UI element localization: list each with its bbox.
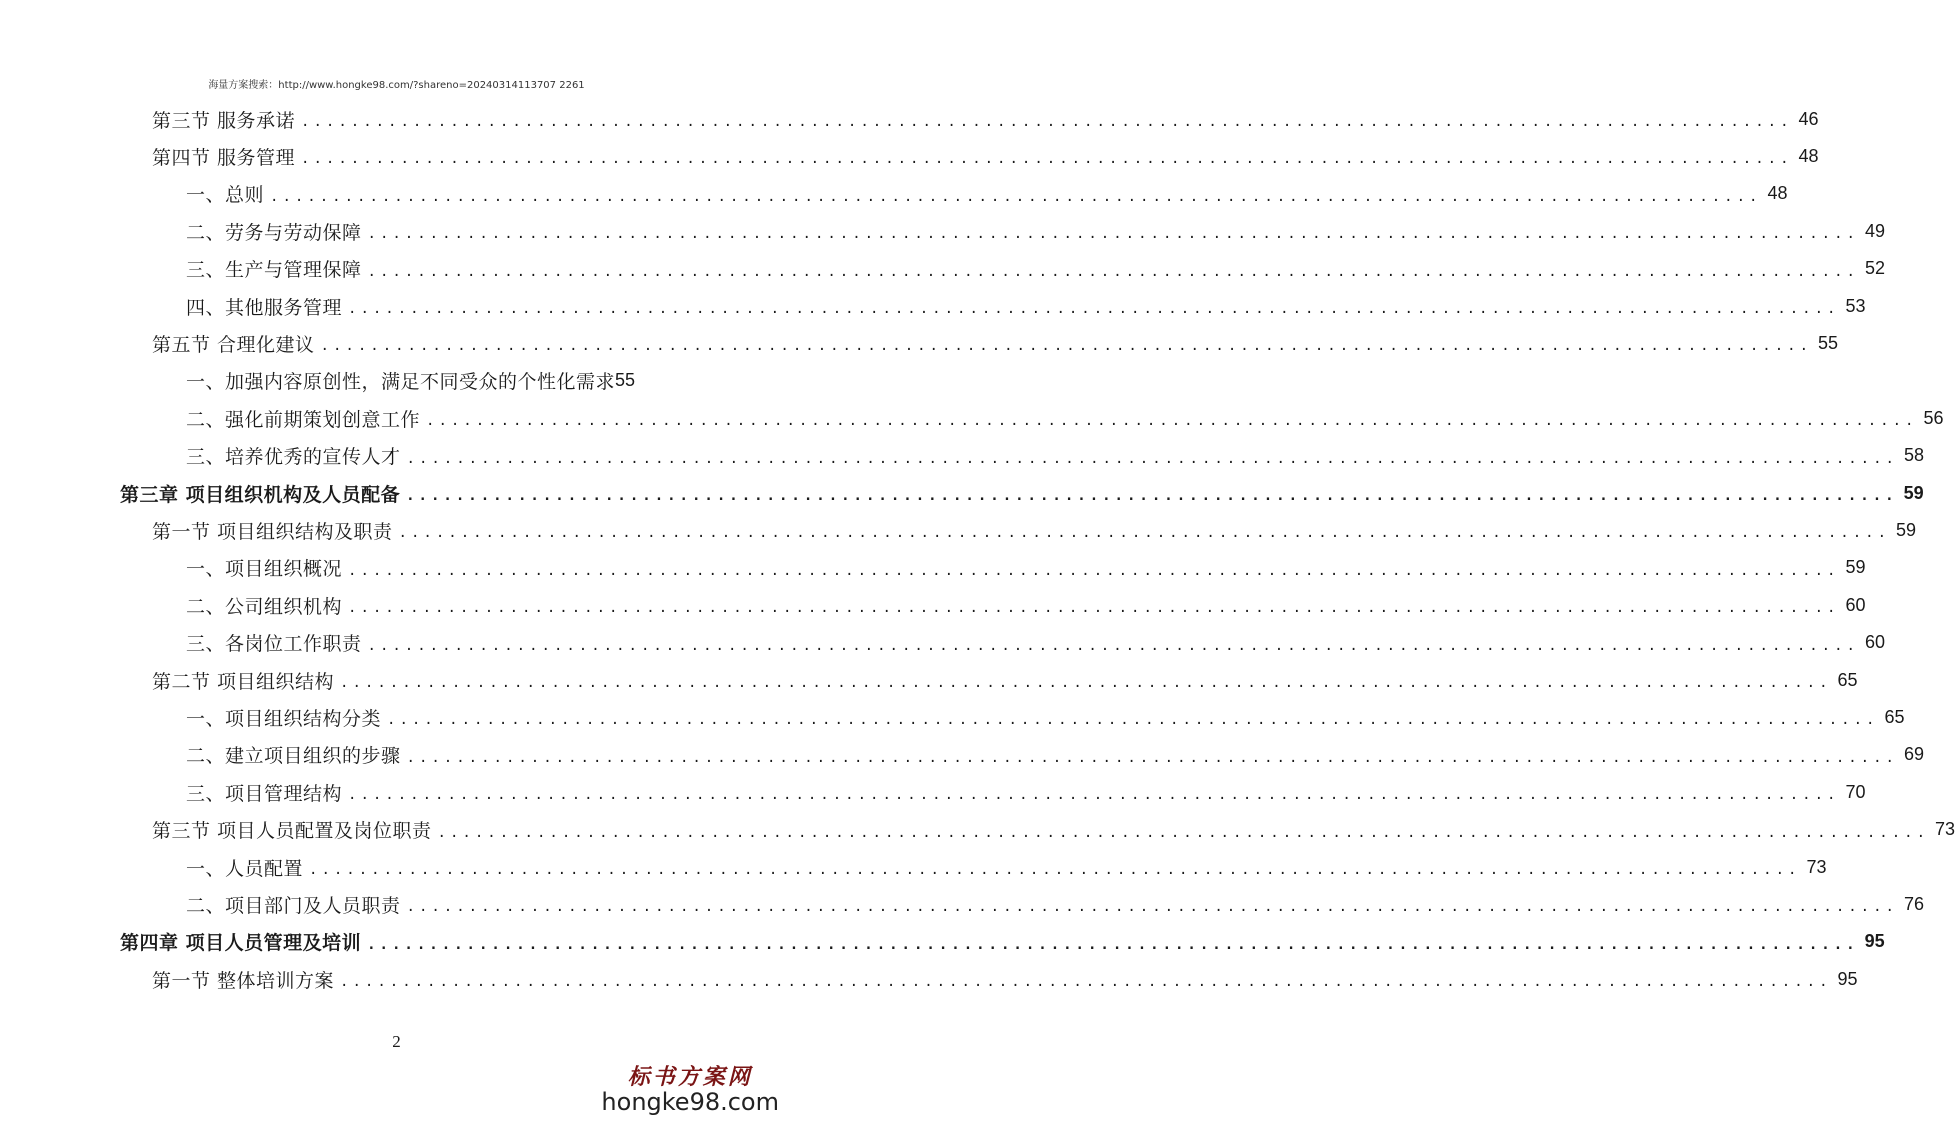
toc-dot-leader: ........................................................................................................................	[367, 226, 1859, 243]
toc-dot-leader: ........................................................................................................................	[406, 488, 1898, 504]
toc-entry-section[interactable]	[152, 101, 1819, 137]
toc-dot-leader: ........................................................................................................................	[367, 263, 1859, 280]
toc-dot-leader: ........................................................................................................................	[340, 974, 1832, 991]
toc-entry-item[interactable]	[186, 737, 1924, 773]
toc-entry-page-number: 49	[1864, 220, 1885, 241]
toc-entry-page-number: 59	[1903, 482, 1924, 503]
toc-entry-page-number: 70	[1845, 781, 1866, 802]
toc-dot-leader: ........................................................................................................................	[426, 413, 1918, 430]
toc-dot-leader: ........................................................................................................................	[406, 899, 1898, 916]
toc-entry-title: 三、生产与管理保障	[186, 259, 362, 282]
toc-entry-chapter[interactable]	[120, 475, 1924, 511]
toc-entry-title: 第二节 项目组织结构	[152, 670, 335, 693]
toc-entry-page-number: 55	[1818, 332, 1839, 353]
toc-entry-title: 第五节 合理化建议	[152, 333, 315, 356]
toc-entry-title: 一、加强内容原创性，满足不同受众的个性化需求	[186, 371, 616, 394]
toc-dot-leader: ........................................................................................................................	[367, 936, 1859, 953]
page-number: 2	[392, 1032, 401, 1051]
toc-dot-leader: ........................................................................................................................	[301, 151, 1793, 168]
toc-entry-page-number: 73	[1935, 819, 1955, 840]
toc-entry-item[interactable]	[186, 774, 1866, 810]
toc-entry-title: 三、培养优秀的宣传人才	[186, 446, 401, 469]
toc-entry-page-number: 52	[1864, 258, 1885, 279]
toc-entry-item[interactable]	[186, 438, 1924, 474]
toc-entry-item[interactable]	[186, 886, 1924, 922]
toc-dot-leader: ........................................................................................................................	[398, 525, 1890, 542]
toc-entry-title: 一、总则	[186, 184, 265, 207]
toc-entry-item[interactable]	[186, 849, 1827, 885]
toc-entry-section[interactable]	[152, 961, 1858, 997]
toc-entry-title: 三、项目管理结构	[186, 782, 343, 805]
watermark-logo	[601, 1066, 779, 1114]
toc-entry-title: 一、项目组织结构分类	[186, 707, 382, 730]
toc-entry-page-number: 73	[1806, 856, 1827, 877]
toc-entry-page-number: 69	[1903, 744, 1924, 765]
toc-entry-title: 二、项目部门及人员职责	[186, 894, 401, 917]
toc-entry-title: 一、人员配置	[186, 857, 304, 880]
toc-entry-page-number: 46	[1798, 108, 1819, 129]
toc-entry-title: 一、项目组织概况	[186, 558, 343, 581]
toc-entry-item[interactable]	[186, 288, 1866, 324]
toc-entry-section[interactable]	[152, 662, 1858, 698]
toc-entry-title: 三、各岗位工作职责	[186, 633, 362, 656]
toc-entry-item[interactable]	[186, 550, 1866, 586]
toc-entry-title: 第一节 项目组织结构及职责	[152, 520, 393, 543]
toc-entry-section[interactable]	[152, 512, 1917, 548]
toc-entry-page-number: 48	[1798, 145, 1819, 166]
toc-entry-item[interactable]	[186, 251, 1885, 287]
toc-entry-chapter[interactable]	[120, 924, 1885, 960]
toc-entry-item[interactable]	[186, 176, 1788, 212]
toc-dot-leader: ........................................................................................................................	[301, 114, 1793, 130]
toc-entry-title: 二、劳务与劳动保障	[186, 221, 362, 244]
toc-dot-leader: ........................................................................................................................	[270, 188, 1762, 205]
watermark-cn-text: 标书方案网	[627, 1064, 753, 1090]
toc-dot-leader: ........................................................................................................................	[348, 562, 1840, 579]
toc-dot-leader: ........................................................................................................................	[406, 450, 1898, 467]
toc-entry-section[interactable]	[152, 325, 1839, 361]
toc-entry-page-number: 59	[1896, 519, 1917, 540]
toc-entry-title: 第三节 项目人员配置及岗位职责	[152, 820, 432, 843]
toc-entry-page-number: 59	[1845, 557, 1866, 578]
toc-entry-page-number: 56	[1923, 407, 1944, 428]
toc-dot-leader: ........................................................................................................................	[406, 749, 1898, 766]
toc-entry-title: 二、强化前期策划创意工作	[186, 408, 421, 431]
page-header: 海量方案搜索：http://www.hongke98.com/?shareno=20240314113707 2261	[208, 80, 585, 91]
toc-entry-item[interactable]	[186, 400, 1944, 436]
toc-entry-page-number: 65	[1837, 669, 1858, 690]
toc-dot-leader: ........................................................................................................................	[348, 301, 1840, 317]
toc-entry-page-number: 48	[1767, 183, 1788, 204]
toc-entry-page-number: 95	[1864, 931, 1885, 952]
toc-entry-page-number: 95	[1837, 968, 1858, 989]
toc-dot-leader: ........................................................................................................................	[348, 600, 1840, 617]
toc-entry-item[interactable]	[186, 363, 673, 399]
toc-entry-title: 第四章 项目人员管理及培训	[120, 932, 362, 955]
toc-entry-page-number: 53	[1845, 295, 1866, 316]
toc-entry-title: 二、建立项目组织的步骤	[186, 745, 401, 768]
watermark-en-text: hongke98.com	[601, 1088, 779, 1116]
toc-entry-page-number: 58	[1903, 445, 1924, 466]
toc-entry-title: 第三章 项目组织机构及人员配备	[120, 483, 401, 506]
toc-entry-title: 第三节 服务承诺	[152, 109, 296, 132]
toc-entry-title: 第一节 整体培训方案	[152, 969, 335, 992]
toc-entry-title: 第四节 服务管理	[152, 146, 296, 169]
toc-entry-title: 四、其他服务管理	[186, 296, 343, 319]
toc-entry-section[interactable]	[152, 812, 1955, 848]
toc-dot-leader: ........................................................................................................................	[309, 862, 1801, 878]
toc-entry-item[interactable]	[186, 587, 1866, 623]
toc-entry-title: 二、公司组织机构	[186, 595, 343, 618]
toc-dot-leader: ........................................................................................................................	[437, 824, 1929, 841]
toc-entry-item[interactable]	[186, 699, 1905, 735]
toc-entry-page-number: 76	[1903, 893, 1924, 914]
toc-entry-item[interactable]	[186, 213, 1885, 249]
toc-entry-item[interactable]	[186, 625, 1885, 661]
toc-entry-section[interactable]	[152, 138, 1819, 174]
toc-entry-page-number: 60	[1845, 594, 1866, 615]
toc-dot-leader: ........................................................................................................................	[320, 338, 1812, 355]
toc-dot-leader: ........................................................................................................................	[367, 637, 1859, 654]
toc-entry-page-number: 55	[615, 370, 636, 391]
toc-entry-page-number: 65	[1884, 706, 1905, 727]
toc-dot-leader: ........................................................................................................................	[340, 675, 1832, 691]
toc-dot-leader: ........................................................................................................................	[387, 712, 1879, 729]
toc-entry-page-number: 60	[1864, 632, 1885, 653]
toc-dot-leader: ........................................................................................................................	[348, 787, 1840, 804]
